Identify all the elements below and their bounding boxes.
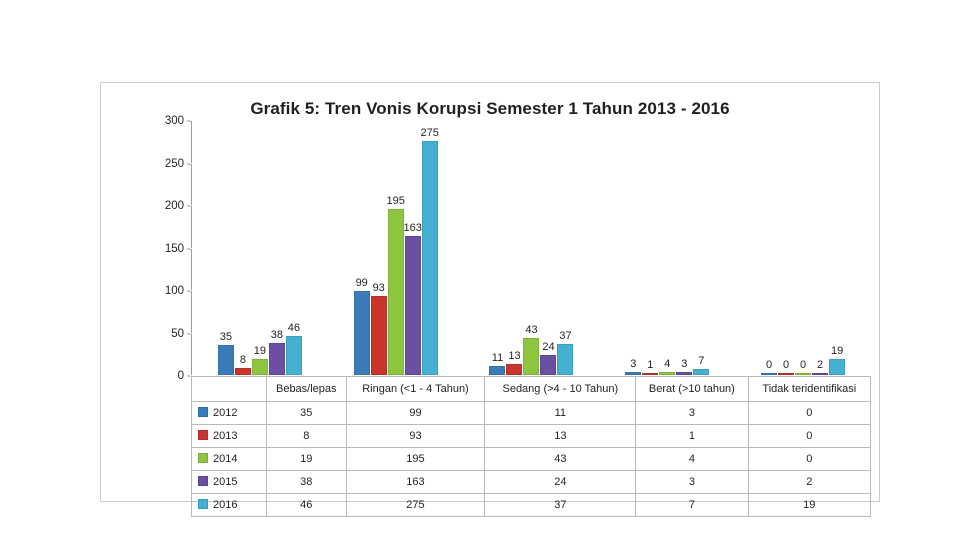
- legend-label: 2015: [213, 476, 238, 488]
- bar-item[interactable]: [829, 121, 845, 375]
- bar-2012[interactable]: [761, 373, 777, 375]
- bar-value-label: 275: [420, 127, 439, 140]
- table-column-header: Tidak teridentifikasi: [748, 377, 870, 402]
- bar-group-bars: [192, 121, 328, 375]
- bar-item[interactable]: [235, 121, 251, 375]
- legend-entry-2014[interactable]: [192, 448, 267, 471]
- table-corner-cell: [192, 377, 267, 402]
- y-axis-tick-label: 250: [164, 157, 184, 170]
- bar-item[interactable]: [795, 121, 811, 375]
- legend-swatch-icon: [198, 476, 208, 486]
- bar-2016[interactable]: [693, 369, 709, 375]
- bar-item[interactable]: [405, 121, 421, 375]
- y-axis-tick-label: 0: [177, 370, 184, 382]
- table-cell: 8: [267, 425, 347, 448]
- bar-item[interactable]: [778, 121, 794, 375]
- table-column-header: Sedang (>4 - 10 Tahun): [485, 377, 636, 402]
- table-cell: 46: [267, 494, 347, 517]
- table-column-header: Berat (>10 tahun): [636, 377, 748, 402]
- bar-2013[interactable]: [642, 373, 658, 375]
- legend-entry-2015[interactable]: [192, 471, 267, 494]
- table-cell: 0: [748, 425, 870, 448]
- bar-value-label: 37: [559, 329, 572, 342]
- bar-item[interactable]: [354, 121, 370, 375]
- bar-2015[interactable]: [405, 236, 421, 375]
- table-row: [192, 494, 871, 517]
- bar-item[interactable]: [625, 121, 641, 375]
- bar-item[interactable]: [659, 121, 675, 375]
- bar-value-label: 0: [783, 359, 790, 371]
- table-cell: 43: [485, 448, 636, 471]
- bar-2016[interactable]: [829, 359, 845, 375]
- table-cell: 0: [748, 402, 870, 425]
- table-cell: 0: [748, 448, 870, 471]
- bar-item[interactable]: [422, 121, 438, 375]
- bar-2013[interactable]: [235, 368, 251, 375]
- legend-label: 2014: [213, 453, 238, 465]
- table-body: [192, 402, 871, 517]
- bar-item[interactable]: [489, 121, 505, 375]
- bar-item[interactable]: [693, 121, 709, 375]
- bar-value-label: 99: [355, 276, 368, 289]
- bar-2015[interactable]: [540, 355, 556, 375]
- bar-2012[interactable]: [218, 345, 234, 375]
- bar-value-label: 13: [508, 349, 521, 362]
- bar-value-label: 35: [219, 331, 233, 344]
- bar-item[interactable]: [557, 121, 573, 375]
- table-cell: 99: [346, 402, 485, 425]
- table-cell: 11: [485, 402, 636, 425]
- y-axis-tick-mark: [187, 333, 191, 334]
- table-cell: 4: [636, 448, 748, 471]
- bar-item[interactable]: [642, 121, 658, 375]
- table-cell: 3: [636, 402, 748, 425]
- table-cell: 37: [485, 494, 636, 517]
- y-axis-tick-label: 200: [164, 200, 184, 212]
- table-row: [192, 425, 871, 448]
- table-cell: 19: [267, 448, 347, 471]
- y-axis-tick-label: 150: [164, 242, 184, 255]
- plot-area: [164, 115, 871, 382]
- chart-card: [100, 82, 880, 511]
- page-title: Grafik 5: Tren Vonis Korupsi Semester 1 Tahun 2013 - 2016: [250, 99, 730, 118]
- table-cell: 7: [636, 494, 748, 517]
- table-cell: 19: [748, 494, 870, 517]
- y-axis-tick-label: 100: [164, 285, 184, 297]
- bar-value-label: 2: [817, 359, 824, 371]
- bar-group-bars: [735, 121, 871, 375]
- bar-2016[interactable]: [286, 336, 302, 375]
- legend-swatch-icon: [198, 499, 208, 509]
- legend-label: 2012: [213, 407, 238, 419]
- bar-2015[interactable]: [676, 372, 692, 375]
- bar-item[interactable]: [371, 121, 387, 375]
- table-cell: 195: [346, 448, 485, 471]
- bar-value-label: 0: [800, 359, 807, 371]
- bar-value-label: 11: [491, 351, 504, 364]
- table-cell: 24: [485, 471, 636, 494]
- bar-item[interactable]: [676, 121, 692, 375]
- bar-item[interactable]: [252, 121, 268, 375]
- bar-value-label: 7: [698, 355, 705, 368]
- y-axis-tick-mark: [187, 121, 191, 122]
- bar-value-label: 0: [766, 359, 773, 371]
- bar-2014[interactable]: [659, 372, 675, 375]
- bar-value-label: 24: [542, 340, 555, 353]
- table-column-header: Ringan (<1 - 4 Tahun): [346, 377, 485, 402]
- bar-value-label: 43: [525, 324, 538, 337]
- bar-value-label: 163: [403, 222, 422, 235]
- bar-group-bars: [599, 121, 735, 375]
- bar-2015[interactable]: [812, 373, 828, 375]
- bar-2014[interactable]: [795, 373, 811, 375]
- bar-group: [735, 121, 871, 375]
- table-cell: 35: [267, 402, 347, 425]
- bar-item[interactable]: [388, 121, 404, 375]
- bar-2013[interactable]: [778, 373, 794, 375]
- table-row: [192, 448, 871, 471]
- bar-group: [192, 121, 328, 375]
- bar-value-label: 195: [386, 195, 405, 208]
- table-cell: 2: [748, 471, 870, 494]
- bar-value-label: 38: [270, 328, 284, 341]
- table-cell: 163: [346, 471, 485, 494]
- y-axis-tick-mark: [187, 291, 191, 292]
- bar-value-label: 4: [664, 357, 671, 370]
- bar-group-bars: [328, 121, 464, 375]
- bar-2016[interactable]: [557, 344, 573, 375]
- bar-item[interactable]: [218, 121, 234, 375]
- bar-2013[interactable]: [371, 296, 387, 375]
- table-cell: 93: [346, 425, 485, 448]
- y-axis-tick-mark: [187, 206, 191, 207]
- bar-value-label: 19: [253, 344, 267, 357]
- table-cell: 3: [636, 471, 748, 494]
- legend-entry-2012[interactable]: [192, 402, 267, 425]
- bar-item[interactable]: [506, 121, 522, 375]
- legend-label: 2016: [213, 499, 238, 511]
- table-header-row: [192, 377, 871, 402]
- bar-value-label: 46: [287, 321, 301, 334]
- bar-groups: [192, 121, 871, 375]
- legend-swatch-icon: [198, 430, 208, 440]
- bar-2012[interactable]: [625, 372, 641, 375]
- bar-value-label: 3: [630, 358, 637, 371]
- legend-label: 2013: [213, 430, 238, 442]
- bar-value-label: 3: [681, 358, 688, 371]
- table-column-header: Bebas/lepas: [267, 377, 347, 402]
- bar-2013[interactable]: [506, 364, 522, 375]
- bar-value-label: 93: [372, 281, 385, 294]
- bar-item[interactable]: [540, 121, 556, 375]
- legend-swatch-icon: [198, 453, 208, 463]
- bar-item[interactable]: [761, 121, 777, 375]
- bar-value-label: 1: [647, 359, 654, 371]
- bar-item[interactable]: [269, 121, 285, 375]
- y-axis-tick-label: 50: [171, 327, 184, 340]
- table-cell: 275: [346, 494, 485, 517]
- bar-value-label: 8: [239, 354, 246, 367]
- y-axis-tick-mark: [187, 248, 191, 249]
- bar-group: [599, 121, 735, 375]
- bar-value-label: 19: [830, 344, 844, 357]
- bar-item[interactable]: [286, 121, 302, 375]
- bar-2012[interactable]: [489, 366, 505, 375]
- bar-2015[interactable]: [269, 343, 285, 375]
- legend-entry-2013[interactable]: [192, 425, 267, 448]
- bar-item[interactable]: [523, 121, 539, 375]
- bar-group: [328, 121, 464, 375]
- legend-swatch-icon: [198, 407, 208, 417]
- table-cell: 1: [636, 425, 748, 448]
- bar-group-bars: [464, 121, 600, 375]
- bar-group: [464, 121, 600, 375]
- bar-2012[interactable]: [354, 291, 370, 375]
- y-axis-tick-mark: [187, 163, 191, 164]
- bar-2014[interactable]: [523, 338, 539, 375]
- table-cell: 38: [267, 471, 347, 494]
- y-axis-tick-label: 300: [164, 115, 184, 127]
- bar-2016[interactable]: [422, 141, 438, 375]
- bar-2014[interactable]: [388, 209, 404, 375]
- bar-2014[interactable]: [252, 359, 268, 375]
- table-row: [192, 471, 871, 494]
- table-row: [192, 402, 871, 425]
- legend-entry-2016[interactable]: [192, 494, 267, 517]
- table-cell: 13: [485, 425, 636, 448]
- bar-item[interactable]: [812, 121, 828, 375]
- data-table: [191, 376, 871, 517]
